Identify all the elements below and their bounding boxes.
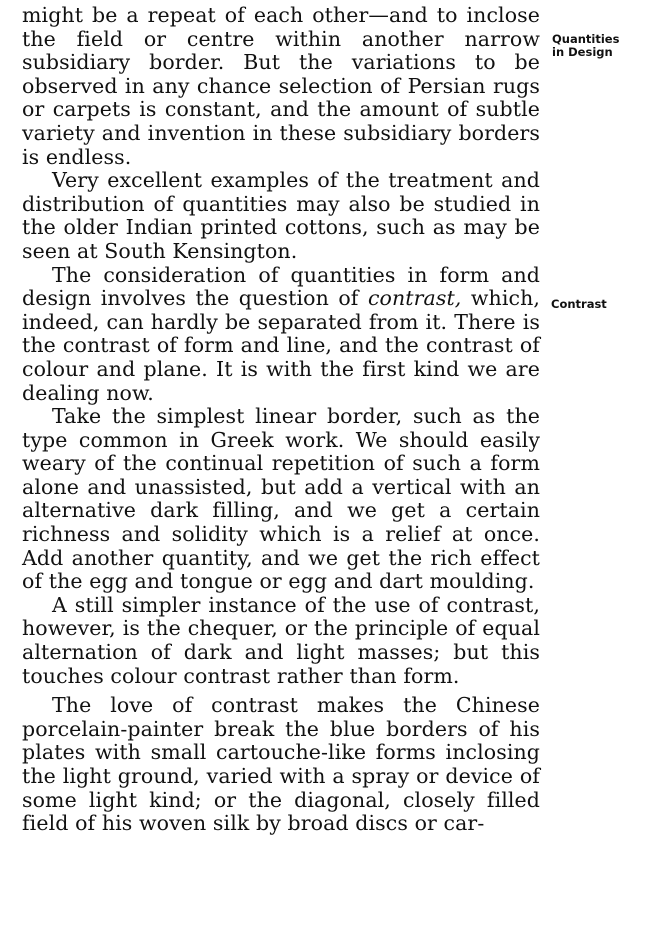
contrast-emphasis: contrast,	[367, 286, 462, 311]
paragraph-greek-border: Take the simplest linear border, such as the type common in Greek work. We should easily weary of the continual repetition of such a form alone and unassisted, but add a vertical with an alternative dark filling, and we get a certain richness and solidity which is a relief at once. Add another quantity, and we get the rich effect of the egg and tongue or egg and dart moulding.	[22, 404, 540, 594]
margin-note-quantities-line2: in Design	[552, 45, 613, 59]
paragraph-borders: might be a repeat of each other—and to inclose the field or centre within another narrow subsidiary border. But the variations to be observed in any chance selection of Persian rugs or carpets is constant, and the amount of subtle variety and invention in these subsidiary borders is endless.	[22, 3, 540, 169]
paragraph-chequer: A still simpler instance of the use of contrast, however, is the chequer, or the principle of equal alternation of dark and light masses; but this touches colour contrast rather than form.	[22, 592, 540, 688]
paragraph-indian-cottons: Very excellent examples of the treatment and distribution of quantities may also be studied in the older Indian printed cottons, such as may be seen at South Kensington.	[22, 168, 540, 263]
margin-note-quantities-line1: Quantities	[552, 32, 620, 46]
paragraph-contrast-intro	[22, 264, 540, 406]
margin-note-quantities-in-design	[552, 33, 619, 59]
paragraph-contrast-intro-start: The consideration of quantities in form and design involves the question of	[22, 262, 540, 311]
main-text-column	[22, 4, 540, 836]
margin-note-contrast: Contrast	[551, 297, 607, 311]
paragraph-contrast-intro-end: which, indeed, can hardly be separated from it. There is the contrast of form and line, and the contrast of colour and plane. It is with the first kind we are dealing now.	[22, 286, 540, 405]
paragraph-chinese-porcelain: The love of contrast makes the Chinese porcelain-painter break the blue borders of his plates with small cartouche-like forms inclosing the light ground, varied with a spray or device of some light kind; or the diagonal, closely filled field of his woven silk by broad discs or car-	[22, 693, 540, 836]
